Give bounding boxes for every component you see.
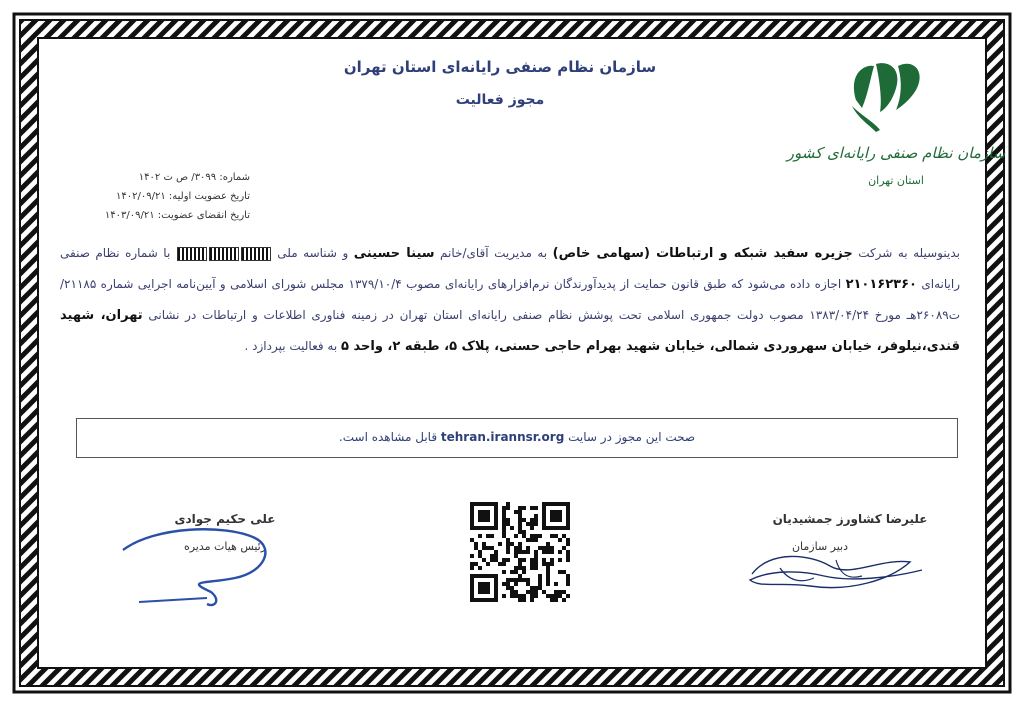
verification-box <box>76 418 958 458</box>
board-chairman-title: رئیس هیات مدیره <box>183 540 267 553</box>
verification-site-link[interactable]: tehran.irannsr.org <box>440 430 565 444</box>
verification-prefix: صحت این مجوز در سایت <box>568 430 696 444</box>
initial-membership-date: تاریخ عضویت اولیه: ۱۴۰۲/۰۹/۲۱ <box>116 191 250 202</box>
secretary-signature <box>740 540 930 600</box>
qr-code <box>470 502 570 602</box>
board-chairman-name: علی حکیم جوادی <box>174 512 276 526</box>
redacted-id <box>177 247 207 261</box>
certificate-title: مجوز فعالیت <box>455 92 545 108</box>
secretary-name: علیرضا کشاورز جمشیدیان <box>772 512 928 526</box>
organization-logo <box>786 60 1006 200</box>
business-address: تهران، شهید قندی،نیلوفر، خیابان سهروردی شمالی، خیابان شهید بهرام حاجی حسنی، پلاک ۵، طبقه ۲، واحد ۵ <box>60 308 960 354</box>
certificate-meta <box>70 168 250 225</box>
secretary-title: دبیر سازمان <box>791 540 849 553</box>
verification-text <box>77 430 957 444</box>
membership-expiry-date: تاریخ انقضای عضویت: ۱۴۰۳/۰۹/۲۱ <box>104 210 250 221</box>
manager-name: سینا حسینی <box>353 246 435 261</box>
certificate-body <box>60 238 960 362</box>
body-manager-label: به مدیریت آقای/خانم <box>440 246 548 260</box>
board-chairman-signature <box>115 520 285 615</box>
body-intro: بدینوسیله به شرکت <box>858 246 960 260</box>
redacted-id <box>241 247 271 261</box>
company-name: جزیره سفید شبکه و ارتباطات (سهامی خاص) <box>552 246 853 261</box>
svg-text:استان تهران: استان تهران <box>868 174 924 187</box>
body-code-label: با شماره نظام صنفی رایانه‌ای <box>60 246 961 291</box>
logo-leaf-icon <box>786 60 1006 200</box>
guild-code: ۲۱۰۱۶۲۳۶۰ <box>845 277 917 292</box>
body-closing: به فعالیت بپردازد . <box>244 339 338 353</box>
verification-suffix: قابل مشاهده است. <box>338 430 438 444</box>
certificate-issuer-title: سازمان نظام صنفی رایانه‌ای استان تهران <box>343 58 657 76</box>
svg-text:سازمان نظام صنفی رایانه‌ای کشو: سازمان نظام صنفی رایانه‌ای کشور <box>786 144 1006 162</box>
body-legal-text: اجازه داده می‌شود که طبق قانون حمایت از پدیدآورندگان نرم‌افزارهای رایانه‌ای مصوب ۱۳۷۹/۱۰/۴ مجلس شورای اسلامی و آیین‌نامه اجرایی شماره ۲۱۱۸۵/ت۲۶۰۸۹هـ مورخ ۱۳۸۳/۰۴/۲۴ مصوب دولت جمهوری اسلامی تحت پوشش نظام صنفی رایانه‌ای استان تهران در زمینه فناوری اطلاعات و ارتباطات در نشانی <box>60 277 961 322</box>
redacted-id <box>209 247 239 261</box>
body-national-id-label: و شناسه ملی <box>277 246 349 260</box>
certificate-number: شماره: ۳۰۹۹/ ص ت ۱۴۰۲ <box>138 172 250 183</box>
